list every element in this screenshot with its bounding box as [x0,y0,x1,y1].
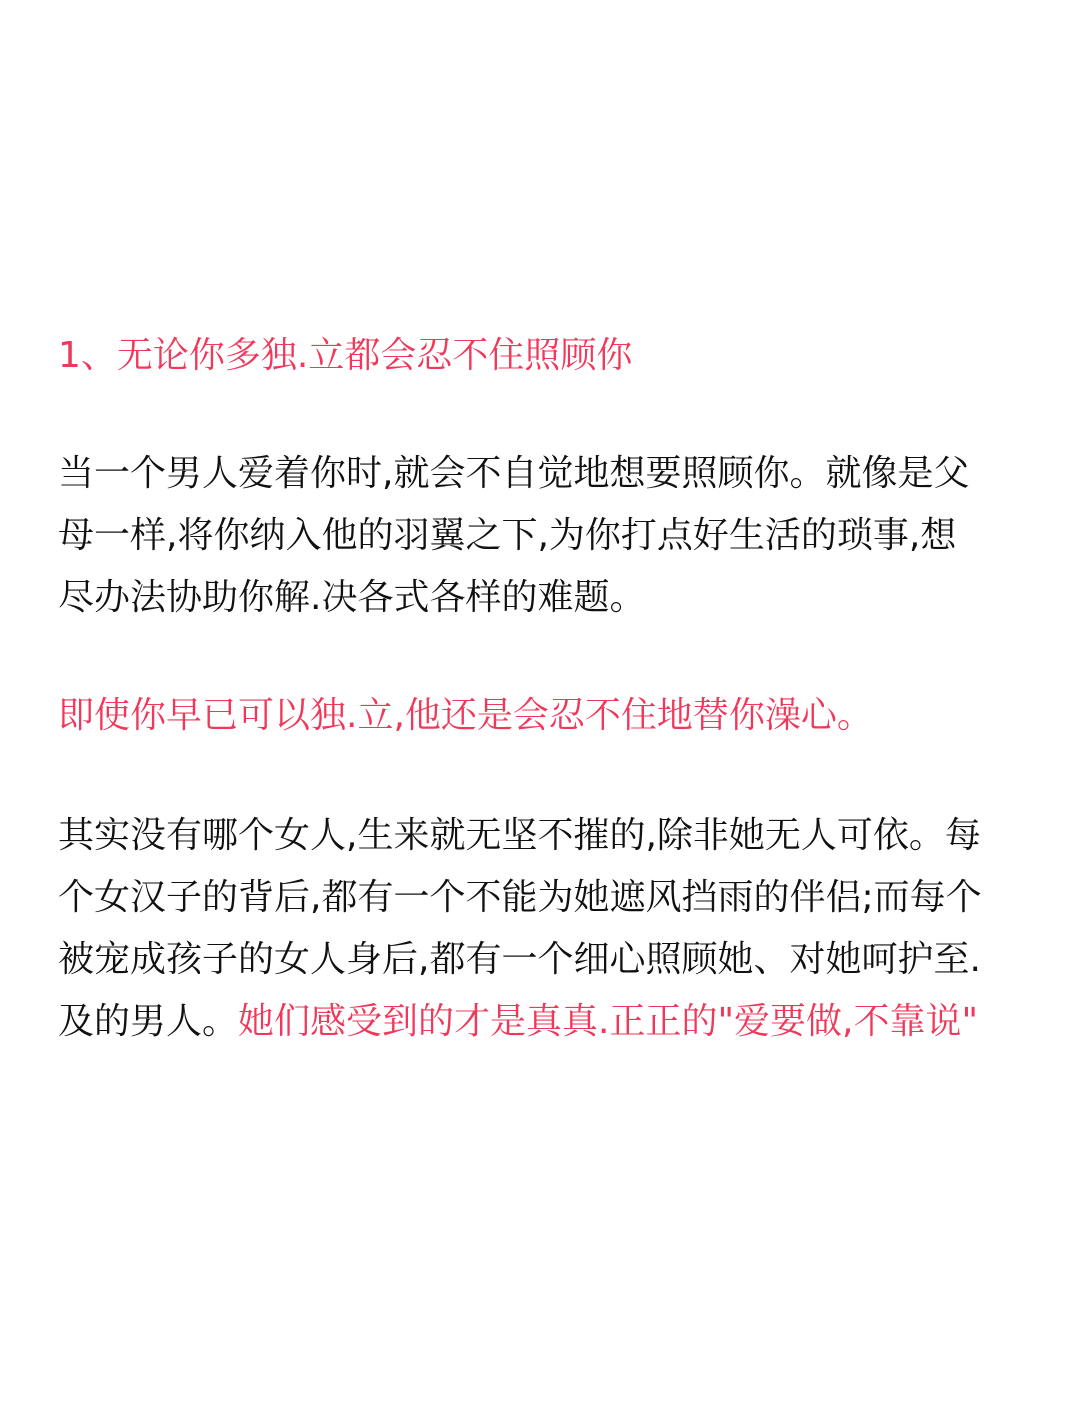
last-line-plain-text: 及的男人。 [58,1001,239,1042]
paragraph-2-line: 其实没有哪个女人,生来就无坚不摧的,除非她无人可依。每 [58,815,981,856]
paragraph-2-last-line [58,991,1020,1053]
paragraph-1-line: 尽办法协助你解.决各式各样的难题。 [58,577,646,618]
paragraph-2-line: 被宠成孩子的女人身后,都有一个细心照顾她、对她呵护至. [58,939,981,980]
article-content [58,325,1020,1053]
paragraph-1-line: 当一个男人爱着你时,就会不自觉地想要照顾你。就像是父 [58,453,970,494]
paragraph-1 [58,443,1020,629]
paragraph-2-line: 个女汉子的背后,都有一个不能为她遮风挡雨的伴侣;而每个 [58,877,982,918]
last-line-highlight-text: 她们感受到的才是真真.正正的"爱要做,不靠说" [238,1001,979,1042]
section-heading: 1、无论你多独.立都会忍不住照顾你 [58,335,633,376]
paragraph-1-line: 母一样,将你纳入他的羽翼之下,为你打点好生活的琐事,想 [58,515,957,556]
highlight-sentence: 即使你早已可以独.立,他还是会忍不住地替你澡心。 [58,695,873,736]
paragraph-2 [58,805,1020,1053]
